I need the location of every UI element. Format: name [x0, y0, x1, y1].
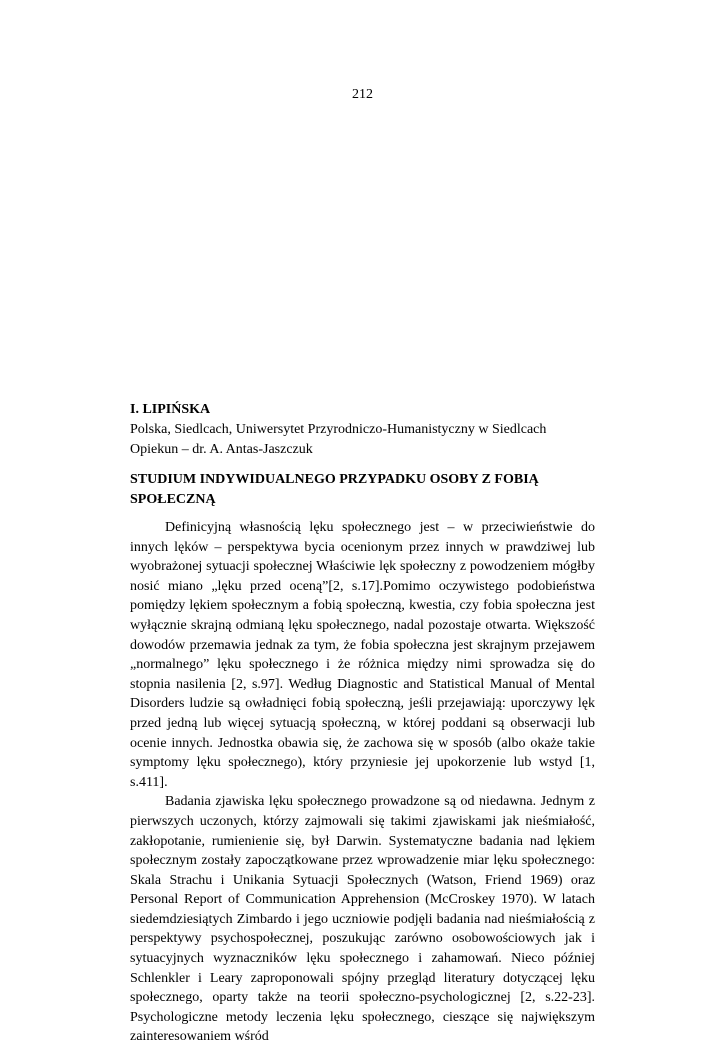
page-number: 212	[352, 87, 373, 102]
author-affiliation: Polska, Siedlcach, Uniwersytet Przyrodniczo-Humanistyczny w Siedlcach	[130, 422, 547, 437]
author-block	[130, 400, 600, 460]
author-name: I. LIPIŃSKA	[130, 402, 211, 417]
paper-title: STUDIUM INDYWIDUALNEGO PRZYPADKU OSOBY Z FOBIĄ SPOŁECZNĄ	[130, 472, 539, 507]
paragraph: Badania zjawiska lęku społecznego prowadzone są od niedawna. Jednym z pierwszych uczonych, którzy zajmowali się takimi zjawiskami jak nieśmiałość, zakłopotanie, rumienienie się, był Darwin. Systematyczne badania nad lękiem społecznym zostały zapoczątkowane przez wprowadzenie miar lęku społecznego: Skala Strachu i Unikania Sytuacji Społecznych (Watson, Friend 1969) oraz Personal Report of Communication Apprehension (McCroskey 1970). W latach siedemdziesiątych Zimbardo i jego uczniowie podjęli badania nad nieśmiałością z perspektywy psychospołecznej, poszukując zarówno osobowościowych jak i sytuacyjnych wyznaczników lęku społecznego i zahamowań. Nieco później Schlenkler i Leary zaproponowali spójny przegląd literatury dotyczącej lęku społecznego, oparty także na teorii społeczno-psychologicznej [2, s.22-23]. Psychologiczne metody leczenia lęku społecznego, cieszące się największym zainteresowaniem wśród	[130, 794, 595, 1045]
supervisor: Opiekun – dr. A. Antas-Jaszczuk	[130, 442, 313, 457]
body-text	[130, 518, 595, 1047]
paragraph: Definicyjną własnością lęku społecznego jest – w przeciwieństwie do innych lęków – perspektywa bycia ocenionym przez innych w prawdziwej lub wyobrażonej sytuacji społecznej Właściwie lęk społeczny z powodzeniem mógłby nosić miano „lęku przed oceną”[2, s.17].Pomimo oczywistego podobieństwa pomiędzy lękiem społecznym a fobią społeczną, kwestia, czy fobia społeczna jest wyłącznie skrajną odmianą lęku społecznego, nadal pozostaje otwarta. Większość dowodów przemawia jednak za tym, że fobia społeczna jest skrajnym przejawem „normalnego” lęku społecznego i że różnica między nimi sprowadza się do stopnia nasilenia [2, s.97]. Według Diagnostic and Statistical Manual of Mental Disorders ludzie są owładnięci fobią społeczną, jeśli przejawiają: uporczywy lęk przed jedną lub więcej sytuacją społeczną, w której poddani są obserwacji lub ocenie innych. Jednostka obawia się, że zachowa się w sposób (albo okaże takie symptomy lęku społecznego), który przyniesie jej upokorzenie lub wstyd [1, s.411].	[130, 520, 595, 790]
